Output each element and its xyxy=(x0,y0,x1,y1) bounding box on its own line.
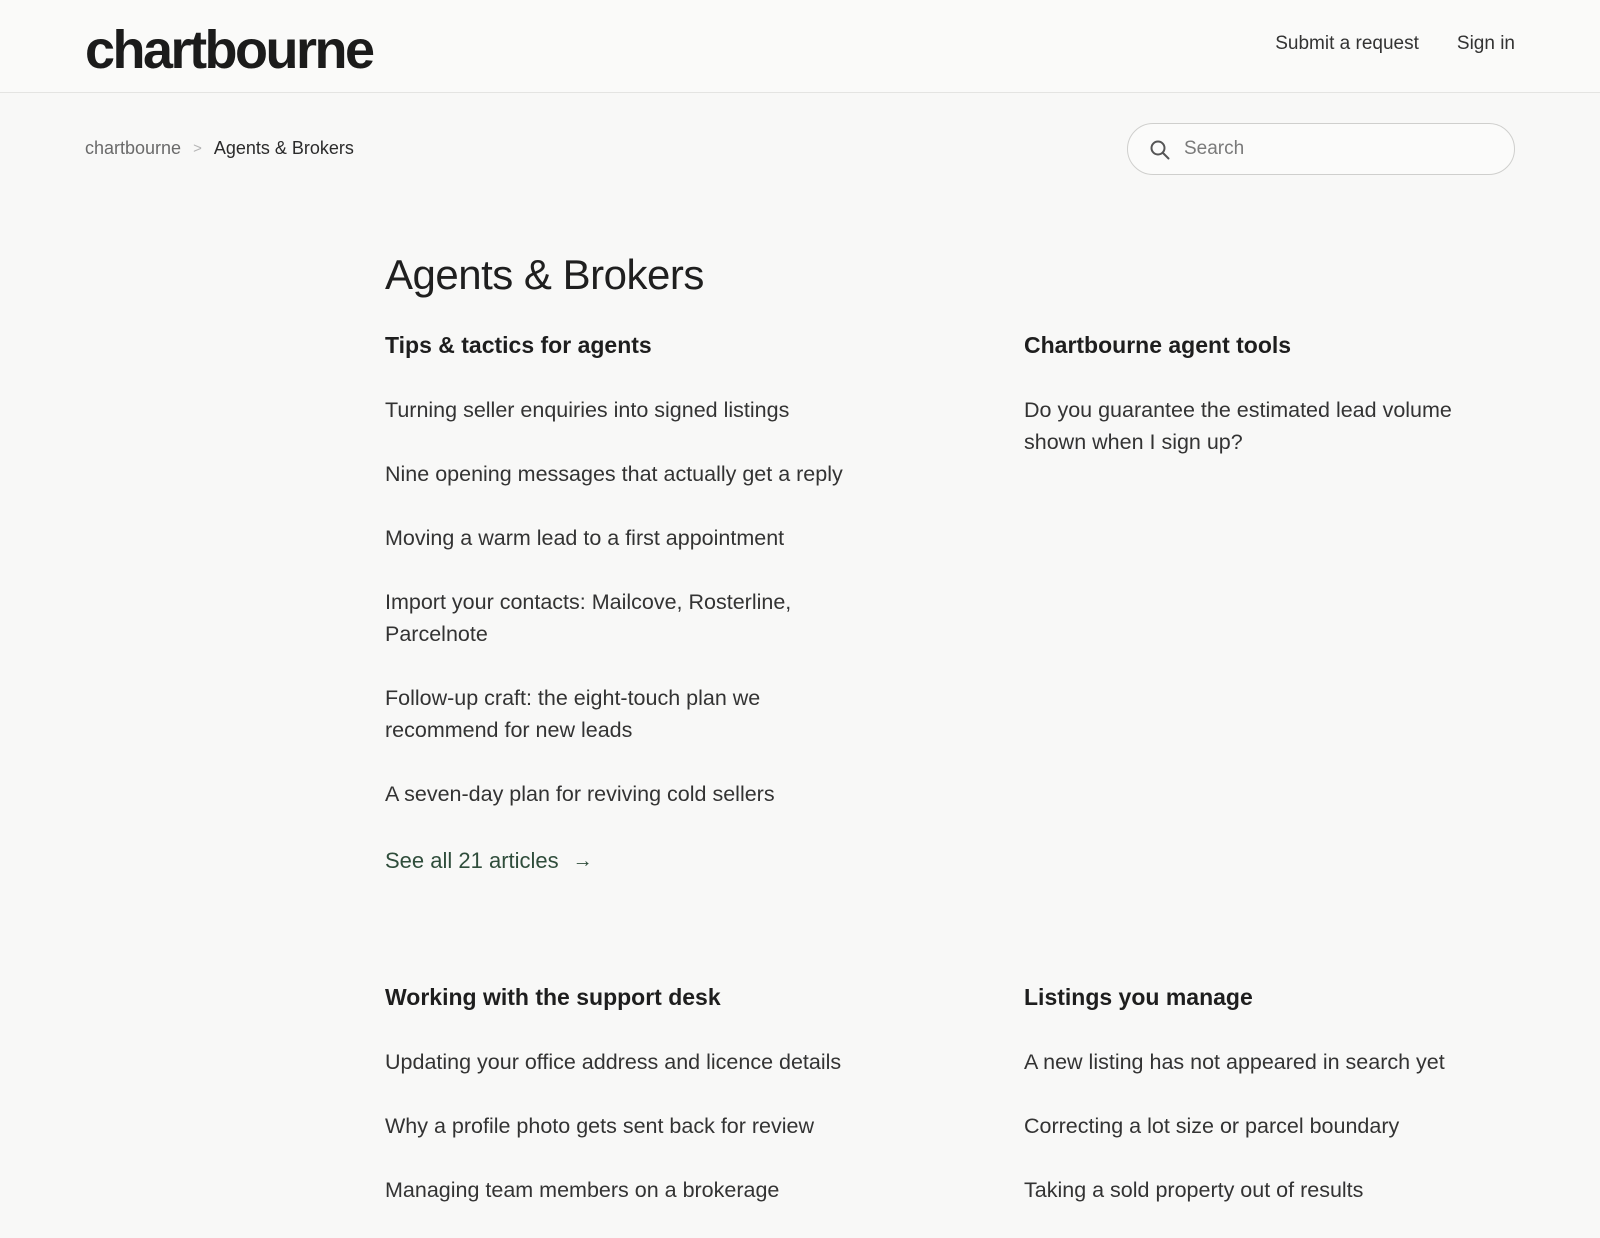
article-link[interactable]: A new listing has not appeared in search yet xyxy=(1024,1050,1445,1074)
list-item xyxy=(385,394,895,426)
list-item xyxy=(1024,1046,1524,1078)
list-item xyxy=(385,1174,905,1206)
article-list xyxy=(1024,1046,1524,1206)
section-title[interactable]: Chartbourne agent tools xyxy=(1024,332,1292,358)
list-item xyxy=(385,1046,905,1078)
section-agent-tools xyxy=(1024,330,1524,490)
section-tips-tactics xyxy=(385,330,895,874)
section-title[interactable]: Listings you manage xyxy=(1024,984,1253,1010)
article-link[interactable]: Taking a sold property out of results xyxy=(1024,1178,1364,1202)
breadcrumb-home-link[interactable]: chartbourne xyxy=(85,138,182,158)
search-box[interactable] xyxy=(1127,123,1515,175)
list-item xyxy=(385,682,895,746)
submit-request-link[interactable]: Submit a request xyxy=(1275,33,1419,54)
sign-in-link[interactable]: Sign in xyxy=(1456,33,1515,54)
article-list xyxy=(385,1046,905,1206)
list-item xyxy=(1024,1174,1524,1206)
logo[interactable]: chartbourne xyxy=(85,20,373,80)
breadcrumb-current: Agents & Brokers xyxy=(213,138,354,158)
list-item xyxy=(1024,394,1524,458)
article-link[interactable]: Why a profile photo gets sent back for review xyxy=(385,1114,815,1138)
top-header xyxy=(0,0,1600,93)
article-link[interactable]: Managing team members on a brokerage xyxy=(385,1178,780,1202)
article-link[interactable]: A seven-day plan for reviving cold sellers xyxy=(385,782,775,806)
see-all-label: See all 21 articles xyxy=(385,848,559,873)
top-nav xyxy=(1275,32,1515,56)
article-link[interactable]: Nine opening messages that actually get a reply xyxy=(385,462,843,486)
see-all-articles-link[interactable] xyxy=(385,848,593,874)
section-title[interactable]: Working with the support desk xyxy=(385,984,721,1010)
article-link[interactable]: Import your contacts: Mailcove, Rosterline, Parcelnote xyxy=(385,590,792,646)
article-link[interactable]: Correcting a lot size or parcel boundary xyxy=(1024,1114,1400,1138)
list-item xyxy=(385,522,895,554)
breadcrumb xyxy=(85,138,354,159)
article-link[interactable]: Follow-up craft: the eight-touch plan we recommend for new leads xyxy=(385,686,761,742)
search-input[interactable] xyxy=(1184,134,1494,164)
list-item xyxy=(1024,1110,1524,1142)
list-item xyxy=(385,778,895,810)
list-item xyxy=(385,458,895,490)
section-title[interactable]: Tips & tactics for agents xyxy=(385,332,652,358)
list-item xyxy=(385,586,895,650)
article-list xyxy=(1024,394,1524,458)
breadcrumb-separator: > xyxy=(193,140,202,157)
page-title: Agents & Brokers xyxy=(385,251,704,298)
search-icon xyxy=(1148,138,1172,162)
article-link[interactable]: Moving a warm lead to a first appointment xyxy=(385,526,785,550)
article-link[interactable]: Turning seller enquiries into signed listings xyxy=(385,398,790,422)
article-link[interactable]: Do you guarantee the estimated lead volume shown when I sign up? xyxy=(1024,398,1452,454)
arrow-right-icon: → xyxy=(572,849,593,872)
article-list xyxy=(385,394,895,810)
list-item xyxy=(385,1110,905,1142)
article-link[interactable]: Updating your office address and licence details xyxy=(385,1050,842,1074)
